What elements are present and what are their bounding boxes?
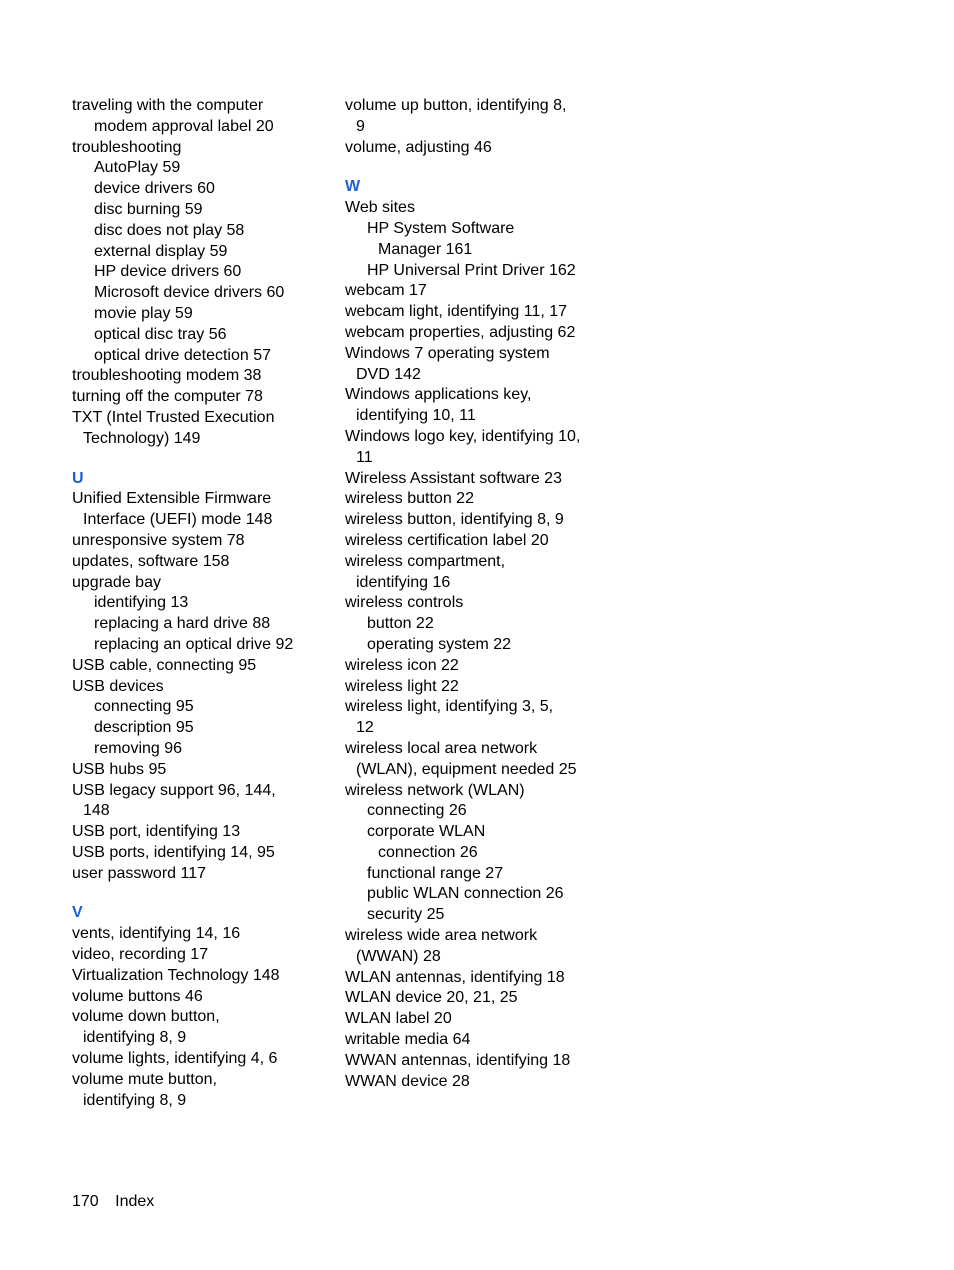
index-entry: webcam 17: [345, 282, 427, 300]
index-subentry: HP Universal Print Driver 162: [367, 261, 576, 279]
index-entry: wireless compartment,: [345, 552, 506, 570]
footer-section-label: Index: [115, 1193, 155, 1210]
index-entry: wireless button, identifying 8, 9: [345, 511, 564, 529]
index-subentry: HP System Software: [367, 219, 515, 237]
index-subentry: replacing a hard drive 88: [94, 615, 271, 633]
index-letter-heading: W: [345, 178, 361, 196]
index-entry-continuation: 11: [356, 448, 373, 466]
index-entry: turning off the computer 78: [72, 388, 263, 406]
index-entry-continuation: identifying 8, 9: [83, 1091, 187, 1109]
index-entry: traveling with the computer: [72, 97, 264, 114]
index-subentry: description 95: [94, 719, 194, 737]
index-entry-continuation: identifying 16: [356, 573, 451, 591]
index-subentry: device drivers 60: [94, 180, 215, 198]
index-entry: wireless network (WLAN): [345, 781, 525, 799]
index-subentry: disc burning 59: [94, 200, 203, 218]
index-subentry: connecting 26: [367, 802, 467, 820]
index-entry: WWAN antennas, identifying 18: [345, 1051, 571, 1069]
index-entry: webcam properties, adjusting 62: [345, 323, 576, 341]
index-entry: volume lights, identifying 4, 6: [72, 1050, 278, 1068]
index-entry: troubleshooting modem 38: [72, 367, 262, 385]
index-subentry: optical disc tray 56: [94, 325, 227, 343]
index-entry: volume up button, identifying 8,: [345, 97, 567, 114]
index-entry: USB ports, identifying 14, 95: [72, 843, 275, 861]
index-entry: webcam light, identifying 11, 17: [345, 303, 568, 321]
index-entry: video, recording 17: [72, 946, 209, 964]
index-subentry: optical drive detection 57: [94, 346, 271, 364]
index-entry: wireless icon 22: [345, 656, 459, 674]
index-entry-continuation: identifying 8, 9: [83, 1029, 187, 1047]
index-entry: Virtualization Technology 148: [72, 966, 280, 984]
index-entry: unresponsive system 78: [72, 531, 245, 549]
index-entry-continuation: (WLAN), equipment needed 25: [356, 760, 577, 778]
index-entry: wireless wide area network: [345, 927, 538, 945]
index-subentry: connection 26: [378, 843, 478, 861]
index-entry-continuation: Interface (UEFI) mode 148: [83, 511, 273, 529]
index-subentry: modem approval label 20: [94, 117, 274, 135]
index-subentry: public WLAN connection 26: [367, 885, 564, 903]
index-entry-continuation: 148: [83, 802, 110, 820]
index-entry-continuation: 12: [356, 719, 374, 737]
index-entry: WLAN device 20, 21, 25: [345, 989, 518, 1007]
index-subentry: corporate WLAN: [367, 823, 486, 841]
index-subentry: identifying 13: [94, 594, 189, 612]
index-entry: volume, adjusting 46: [345, 138, 492, 156]
index-entry: wireless button 22: [345, 490, 474, 508]
index-entry: USB cable, connecting 95: [72, 656, 257, 674]
index-entry: USB devices: [72, 677, 164, 695]
index-entry: wireless light, identifying 3, 5,: [345, 698, 554, 716]
index-column-right: [345, 96, 615, 1092]
index-entry: updates, software 158: [72, 552, 230, 570]
index-entry: upgrade bay: [72, 573, 161, 591]
index-letter-heading: U: [72, 469, 84, 487]
index-entry: USB port, identifying 13: [72, 823, 241, 841]
index-entry: volume buttons 46: [72, 987, 203, 1005]
index-subentry: Manager 161: [378, 240, 473, 258]
index-entry: WLAN antennas, identifying 18: [345, 968, 565, 986]
index-subentry: Microsoft device drivers 60: [94, 284, 285, 302]
index-entry: troubleshooting: [72, 138, 182, 156]
index-subentry: replacing an optical drive 92: [94, 635, 294, 653]
index-entry: wireless light 22: [345, 677, 459, 695]
index-entry: Windows logo key, identifying 10,: [345, 427, 581, 445]
index-column-left: [72, 96, 342, 1111]
index-subentry: disc does not play 58: [94, 221, 245, 239]
index-entry: writable media 64: [345, 1031, 471, 1049]
index-subentry: external display 59: [94, 242, 228, 260]
index-entry: volume down button,: [72, 1008, 220, 1026]
index-entry: Windows 7 operating system: [345, 344, 550, 362]
index-entry: Web sites: [345, 199, 415, 217]
index-entry: wireless controls: [345, 594, 464, 612]
index-subentry: connecting 95: [94, 698, 194, 716]
index-entry: Wireless Assistant software 23: [345, 469, 562, 487]
index-entry: Unified Extensible Firmware: [72, 490, 272, 508]
index-entry: vents, identifying 14, 16: [72, 925, 241, 943]
index-entry: wireless certification label 20: [345, 531, 549, 549]
index-entry: Windows applications key,: [345, 386, 532, 404]
index-entry-continuation: (WWAN) 28: [356, 947, 441, 965]
index-entry-continuation: DVD 142: [356, 365, 421, 383]
index-subentry: security 25: [367, 906, 445, 924]
index-entry: user password 117: [72, 864, 206, 882]
index-subentry: operating system 22: [367, 635, 512, 653]
index-entry-continuation: identifying 10, 11: [356, 407, 476, 425]
index-entry: WWAN device 28: [345, 1072, 470, 1090]
index-entry: WLAN label 20: [345, 1010, 452, 1028]
index-entry-continuation: 9: [356, 117, 365, 135]
index-letter-heading: V: [72, 904, 83, 922]
index-entry: volume mute button,: [72, 1070, 217, 1088]
index-subentry: removing 96: [94, 739, 183, 757]
index-subentry: functional range 27: [367, 864, 504, 882]
index-subentry: AutoPlay 59: [94, 159, 181, 177]
index-entry: USB hubs 95: [72, 760, 167, 778]
index-entry: TXT (Intel Trusted Execution: [72, 408, 275, 426]
index-entry: USB legacy support 96, 144,: [72, 781, 276, 799]
page-footer: [72, 1192, 154, 1212]
index-subentry: HP device drivers 60: [94, 263, 242, 281]
index-entry-continuation: Technology) 149: [83, 429, 201, 447]
index-subentry: button 22: [367, 615, 434, 633]
index-subentry: movie play 59: [94, 304, 193, 322]
index-entry: wireless local area network: [345, 739, 538, 757]
page-number: 170: [72, 1193, 99, 1210]
